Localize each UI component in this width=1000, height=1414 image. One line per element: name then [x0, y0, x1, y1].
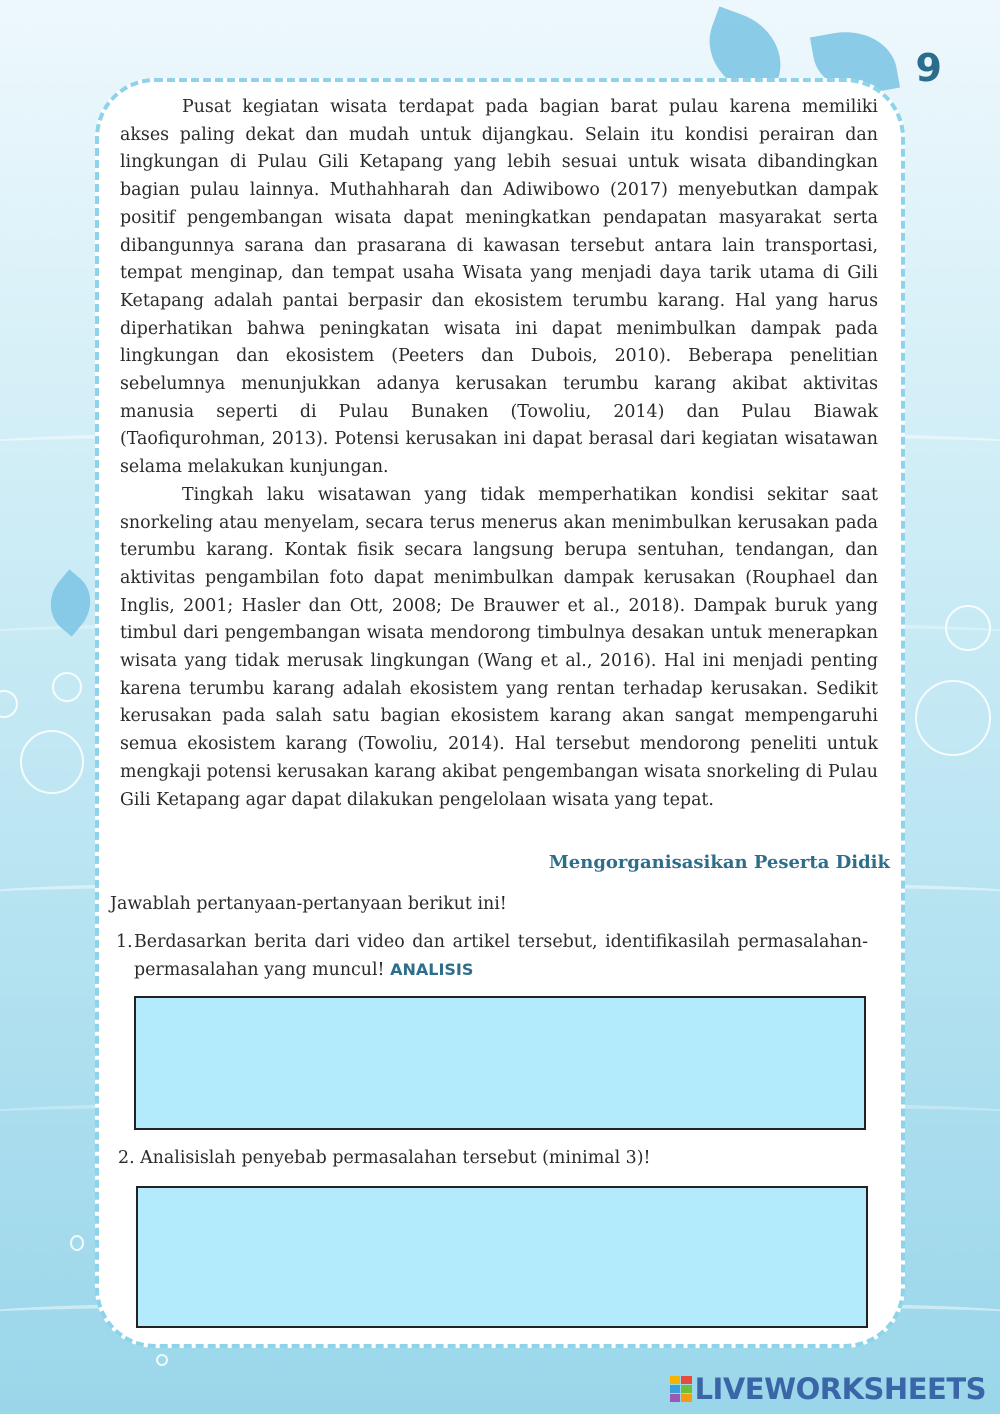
liveworksheets-icon [670, 1376, 692, 1402]
article-text [120, 94, 878, 814]
question-text: Analisislah penyebab permasalahan tersebut (minimal 3)! [140, 1148, 651, 1168]
bubble-decoration [156, 1354, 168, 1366]
question-tag: ANALISIS [390, 960, 474, 979]
bubble-decoration [915, 680, 991, 756]
bubble-decoration [70, 1235, 84, 1251]
bubble-decoration [0, 690, 18, 718]
answer-box-1[interactable] [134, 996, 866, 1130]
paragraph: Tingkah laku wisatawan yang tidak memperhatikan kondisi sekitar saat snorkeling atau menyelam, secara terus menerus akan menimbulkan kerusakan pada terumbu karang. Kontak fisik secara langsung berupa sentuhan, tendangan, dan aktivitas pengambilan foto dapat menimbulkan dampak kerusakan (Rouphael dan Inglis, 2001; Hasler dan Ott, 2008; De Brauwer et al., 2018). Dampak buruk yang timbul dari pengembangan wisata mendorong timbulnya desakan untuk menerapkan wisata yang tidak merusak lingkungan (Wang et al., 2016). Hal ini menjadi penting karena terumbu karang adalah ekosistem yang rentan terhadap kerusakan. Sedikit kerusakan pada salah satu bagian ekosistem karang akan sangat mempengaruhi semua ekosistem karang (Towoliu, 2014). Hal tersebut mendorong peneliti untuk mengkaji potensi kerusakan karang akibat pengembangan wisata snorkeling di Pulau Gili Ketapang agar dapat dilakukan pengelolaan wisata yang tepat. [120, 484, 878, 810]
instruction-text: Jawablah pertanyaan-pertanyaan berikut ini! [110, 894, 507, 914]
question-number: 2. [118, 1148, 135, 1168]
paragraph: Pusat kegiatan wisata terdapat pada bagian barat pulau karena memiliki akses paling dekat dan mudah untuk dijangkau. Selain itu kondisi perairan dan lingkungan di Pulau Gili Ketapang yang lebih sesuai untuk wisata dibandingkan bagian pulau lainnya. Muthahharah dan Adiwibowo (2017) menyebutkan dampak positif pengembangan wisata dapat meningkatkan pendapatan masyarakat serta dibangunnya sarana dan prasarana di kawasan tersebut antara lain transportasi, tempat menginap, dan tempat usaha Wisata yang menjadi daya tarik utama di Gili Ketapang adalah pantai berpasir dan ekosistem terumbu karang. Hal yang harus diperhatikan bahwa peningkatan wisata ini dapat menimbulkan dampak pada lingkungan dan ekosistem (Peeters dan Dubois, 2010). Beberapa penelitian sebelumnya menunjukkan adanya kerusakan terumbu karang akibat aktivitas manusia seperti di Pulau Bunaken (Towoliu, 2014) dan Pulau Biawak (Taofiqurohman, 2013). Potensi kerusakan ini dapat berasal dari kegiatan wisatawan selama melakukan kunjungan. [120, 97, 878, 478]
bubble-decoration [945, 605, 991, 651]
question-2 [118, 1144, 870, 1172]
answer-box-2[interactable] [136, 1186, 868, 1328]
brand-logo [670, 1372, 986, 1406]
question-1 [116, 928, 868, 984]
bubble-decoration [52, 672, 82, 702]
question-text: Berdasarkan berita dari video dan artikel tersebut, identifikasilah permasalahan-permasalahan yang muncul! [134, 932, 868, 980]
page-number: 9 [915, 46, 942, 90]
brand-name: LIVEWORKSHEETS [694, 1372, 986, 1406]
section-heading: Mengorganisasikan Peserta Didik [548, 852, 890, 873]
bubble-decoration [20, 730, 84, 794]
question-number: 1. [116, 932, 133, 952]
